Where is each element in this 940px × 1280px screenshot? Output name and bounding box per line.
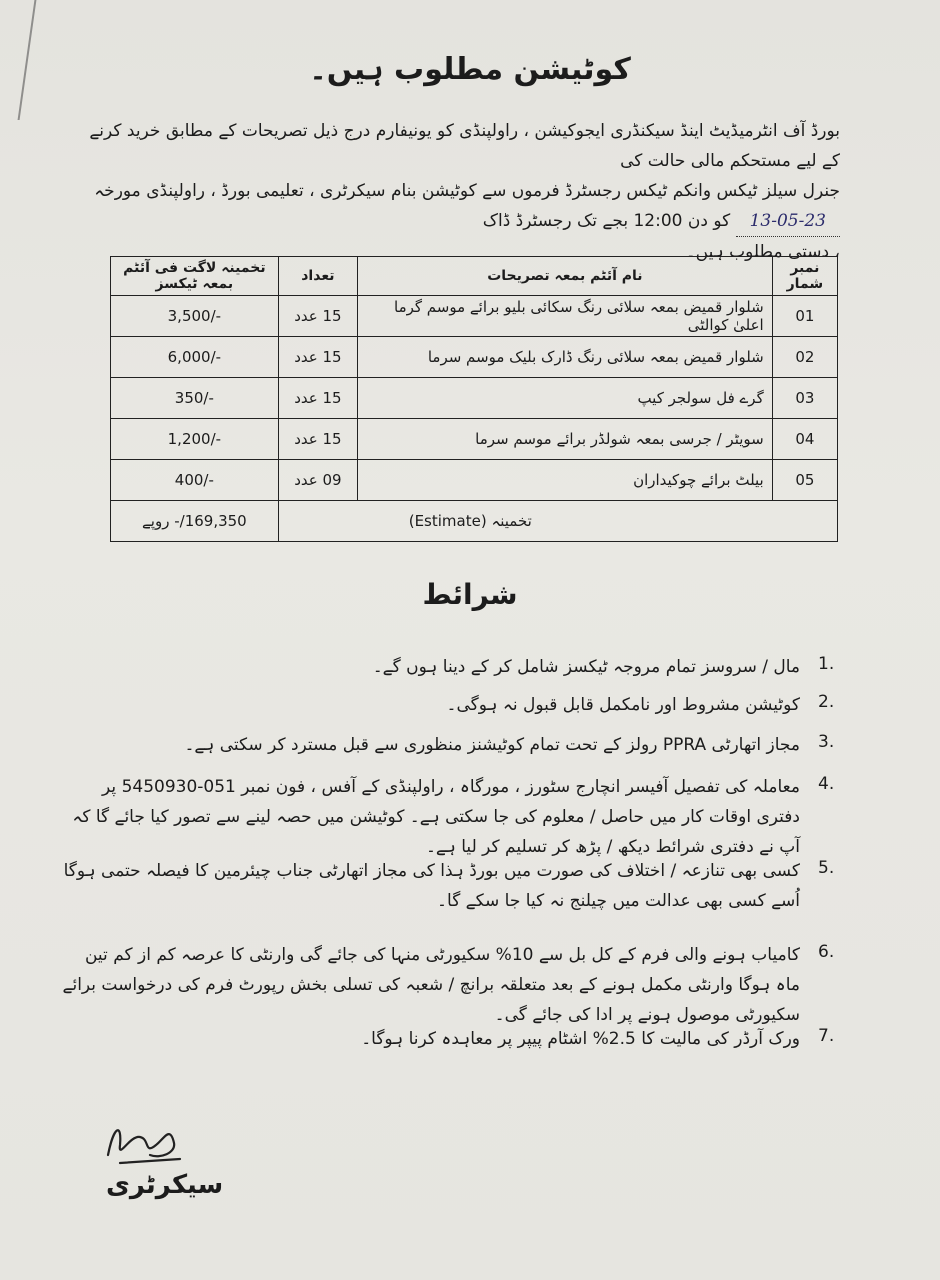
row-sn: 01: [772, 296, 837, 337]
intro-line-2-b: کو دن 12:00 بجے تک رجسٹرڈ ڈاک: [482, 211, 731, 231]
table-row: [111, 460, 838, 501]
row-sn: 03: [772, 378, 837, 419]
intro-paragraph: [78, 116, 840, 267]
total-row: [111, 501, 838, 542]
intro-line-1: بورڈ آف انٹرمیڈیٹ اینڈ سیکنڈری ایجوکیشن ، راولپنڈی کو یونیفارم درج ذیل تصریحات کے مطابق خرید کرنے کے لیے مستحکم مالی حالت کی: [89, 121, 840, 171]
row-desc: شلوار قمیض بمعہ سلائی رنگ ڈارک بلیک موسم سرما: [358, 337, 773, 378]
condition-number: 4.: [818, 774, 835, 794]
row-qty: 15 عدد: [278, 419, 357, 460]
signature-label: سیکرٹری: [106, 1170, 224, 1200]
row-sn: 05: [772, 460, 837, 501]
conditions-title: شرائط: [422, 578, 518, 611]
row-qty: 15 عدد: [278, 337, 357, 378]
condition-text: ورک آرڈر کی مالیت کا 2.5% اشٹام پیپر پر معاہدہ کرنا ہوگا۔: [361, 1029, 800, 1049]
row-qty: 09 عدد: [278, 460, 357, 501]
condition-number: 6.: [818, 942, 835, 962]
header-cost: تخمینہ لاگت فی آئٹم بمعہ ٹیکسز: [111, 257, 279, 296]
row-qty: 15 عدد: [278, 378, 357, 419]
row-cost: 6,000/-: [111, 337, 279, 378]
table-row: [111, 337, 838, 378]
table-row: [111, 296, 838, 337]
condition-text: کسی بھی تنازعہ / اختلاف کی صورت میں بورڈ ہذا کی مجاز اتھارٹی جناب چیئرمین کا فیصلہ حتمی ہوگا اُسے کسی بھی عدالت میں چیلنج نہ کیا جا سکے گا۔: [63, 861, 800, 911]
row-qty: 15 عدد: [278, 296, 357, 337]
condition-number: 5.: [818, 858, 835, 878]
row-sn: 02: [772, 337, 837, 378]
total-value: 169,350/- روپے: [111, 501, 279, 542]
condition-text: مال / سروسز تمام مروجہ ٹیکسز شامل کر کے دینا ہوں گے۔: [372, 657, 800, 677]
signature-mark: [100, 1115, 190, 1175]
page-title: کوٹیشن مطلوب ہیں۔: [309, 52, 631, 87]
row-cost: 400/-: [111, 460, 279, 501]
row-sn: 04: [772, 419, 837, 460]
row-desc: بیلٹ برائے چوکیداران: [358, 460, 773, 501]
row-desc: سویٹر / جرسی بمعہ شولڈر برائے موسم سرما: [358, 419, 773, 460]
header-qty: تعداد: [278, 257, 357, 296]
total-label: تخمینہ (Estimate): [278, 501, 837, 542]
table-row: [111, 419, 838, 460]
condition-number: 3.: [818, 732, 835, 752]
header-desc: نام آئٹم بمعہ تصریحات: [358, 257, 773, 296]
intro-line-2-a: جنرل سیلز ٹیکس وانکم ٹیکس رجسٹرڈ فرموں سے کوٹیشن بنام سیکرٹری ، تعلیمی بورڈ ، راولپنڈی مورخہ: [94, 181, 840, 201]
condition-text: معاملہ کی تفصیل آفیسر انچارج سٹورز ، مورگاہ ، راولپنڈی کے آفس ، فون نمبر 051-5450930 پر دفتری اوقات کار میں حاصل / معلوم کی جا سکتی ہے۔ کوٹیشن میں حصہ لینے سے تصور کیا جائے گا کہ آپ نے دفتری شرائط دیکھ / پڑھ کر تسلیم کر لیا ہے۔: [72, 777, 800, 857]
row-cost: 1,200/-: [111, 419, 279, 460]
items-table: [110, 256, 838, 542]
condition-text: کامیاب ہونے والی فرم کے کل بل سے 10% سکیورٹی منہا کی جائے گی وارنٹی کا عرصہ کم از کم تین ماہ ہوگا وارنٹی مکمل ہونے کے بعد متعلقہ برانچ / شعبہ کی تسلی بخش رپورٹ فرم کی درخواست برائے سکیورٹی موصول ہونے پر ادا کی جائے گی۔: [62, 945, 800, 1025]
handwritten-date: 13-05-23: [736, 206, 840, 237]
row-cost: 3,500/-: [111, 296, 279, 337]
intro-line-2: [78, 176, 840, 237]
condition-text: مجاز اتھارٹی PPRA رولز کے تحت تمام کوٹیشنز منظوری سے قبل مسترد کر سکتی ہے۔: [184, 735, 800, 755]
row-cost: 350/-: [111, 378, 279, 419]
condition-text: کوٹیشن مشروط اور نامکمل قابل قبول نہ ہوگی۔: [446, 695, 800, 715]
header-sn: نمبر شمار: [772, 257, 837, 296]
intro-line-3: ، دستی مطلوب ہیں۔: [685, 242, 840, 262]
condition-number: 2.: [818, 692, 835, 712]
table-row: [111, 378, 838, 419]
table-header-row: [111, 257, 838, 296]
condition-number: 7.: [818, 1026, 835, 1046]
row-desc: شلوار قمیض بمعہ سلائی رنگ سکائی بلیو برائے موسم گرما اعلیٰ کوالٹی: [358, 296, 773, 337]
row-desc: گرے فل سولجر کیپ: [358, 378, 773, 419]
condition-number: 1.: [818, 654, 835, 674]
